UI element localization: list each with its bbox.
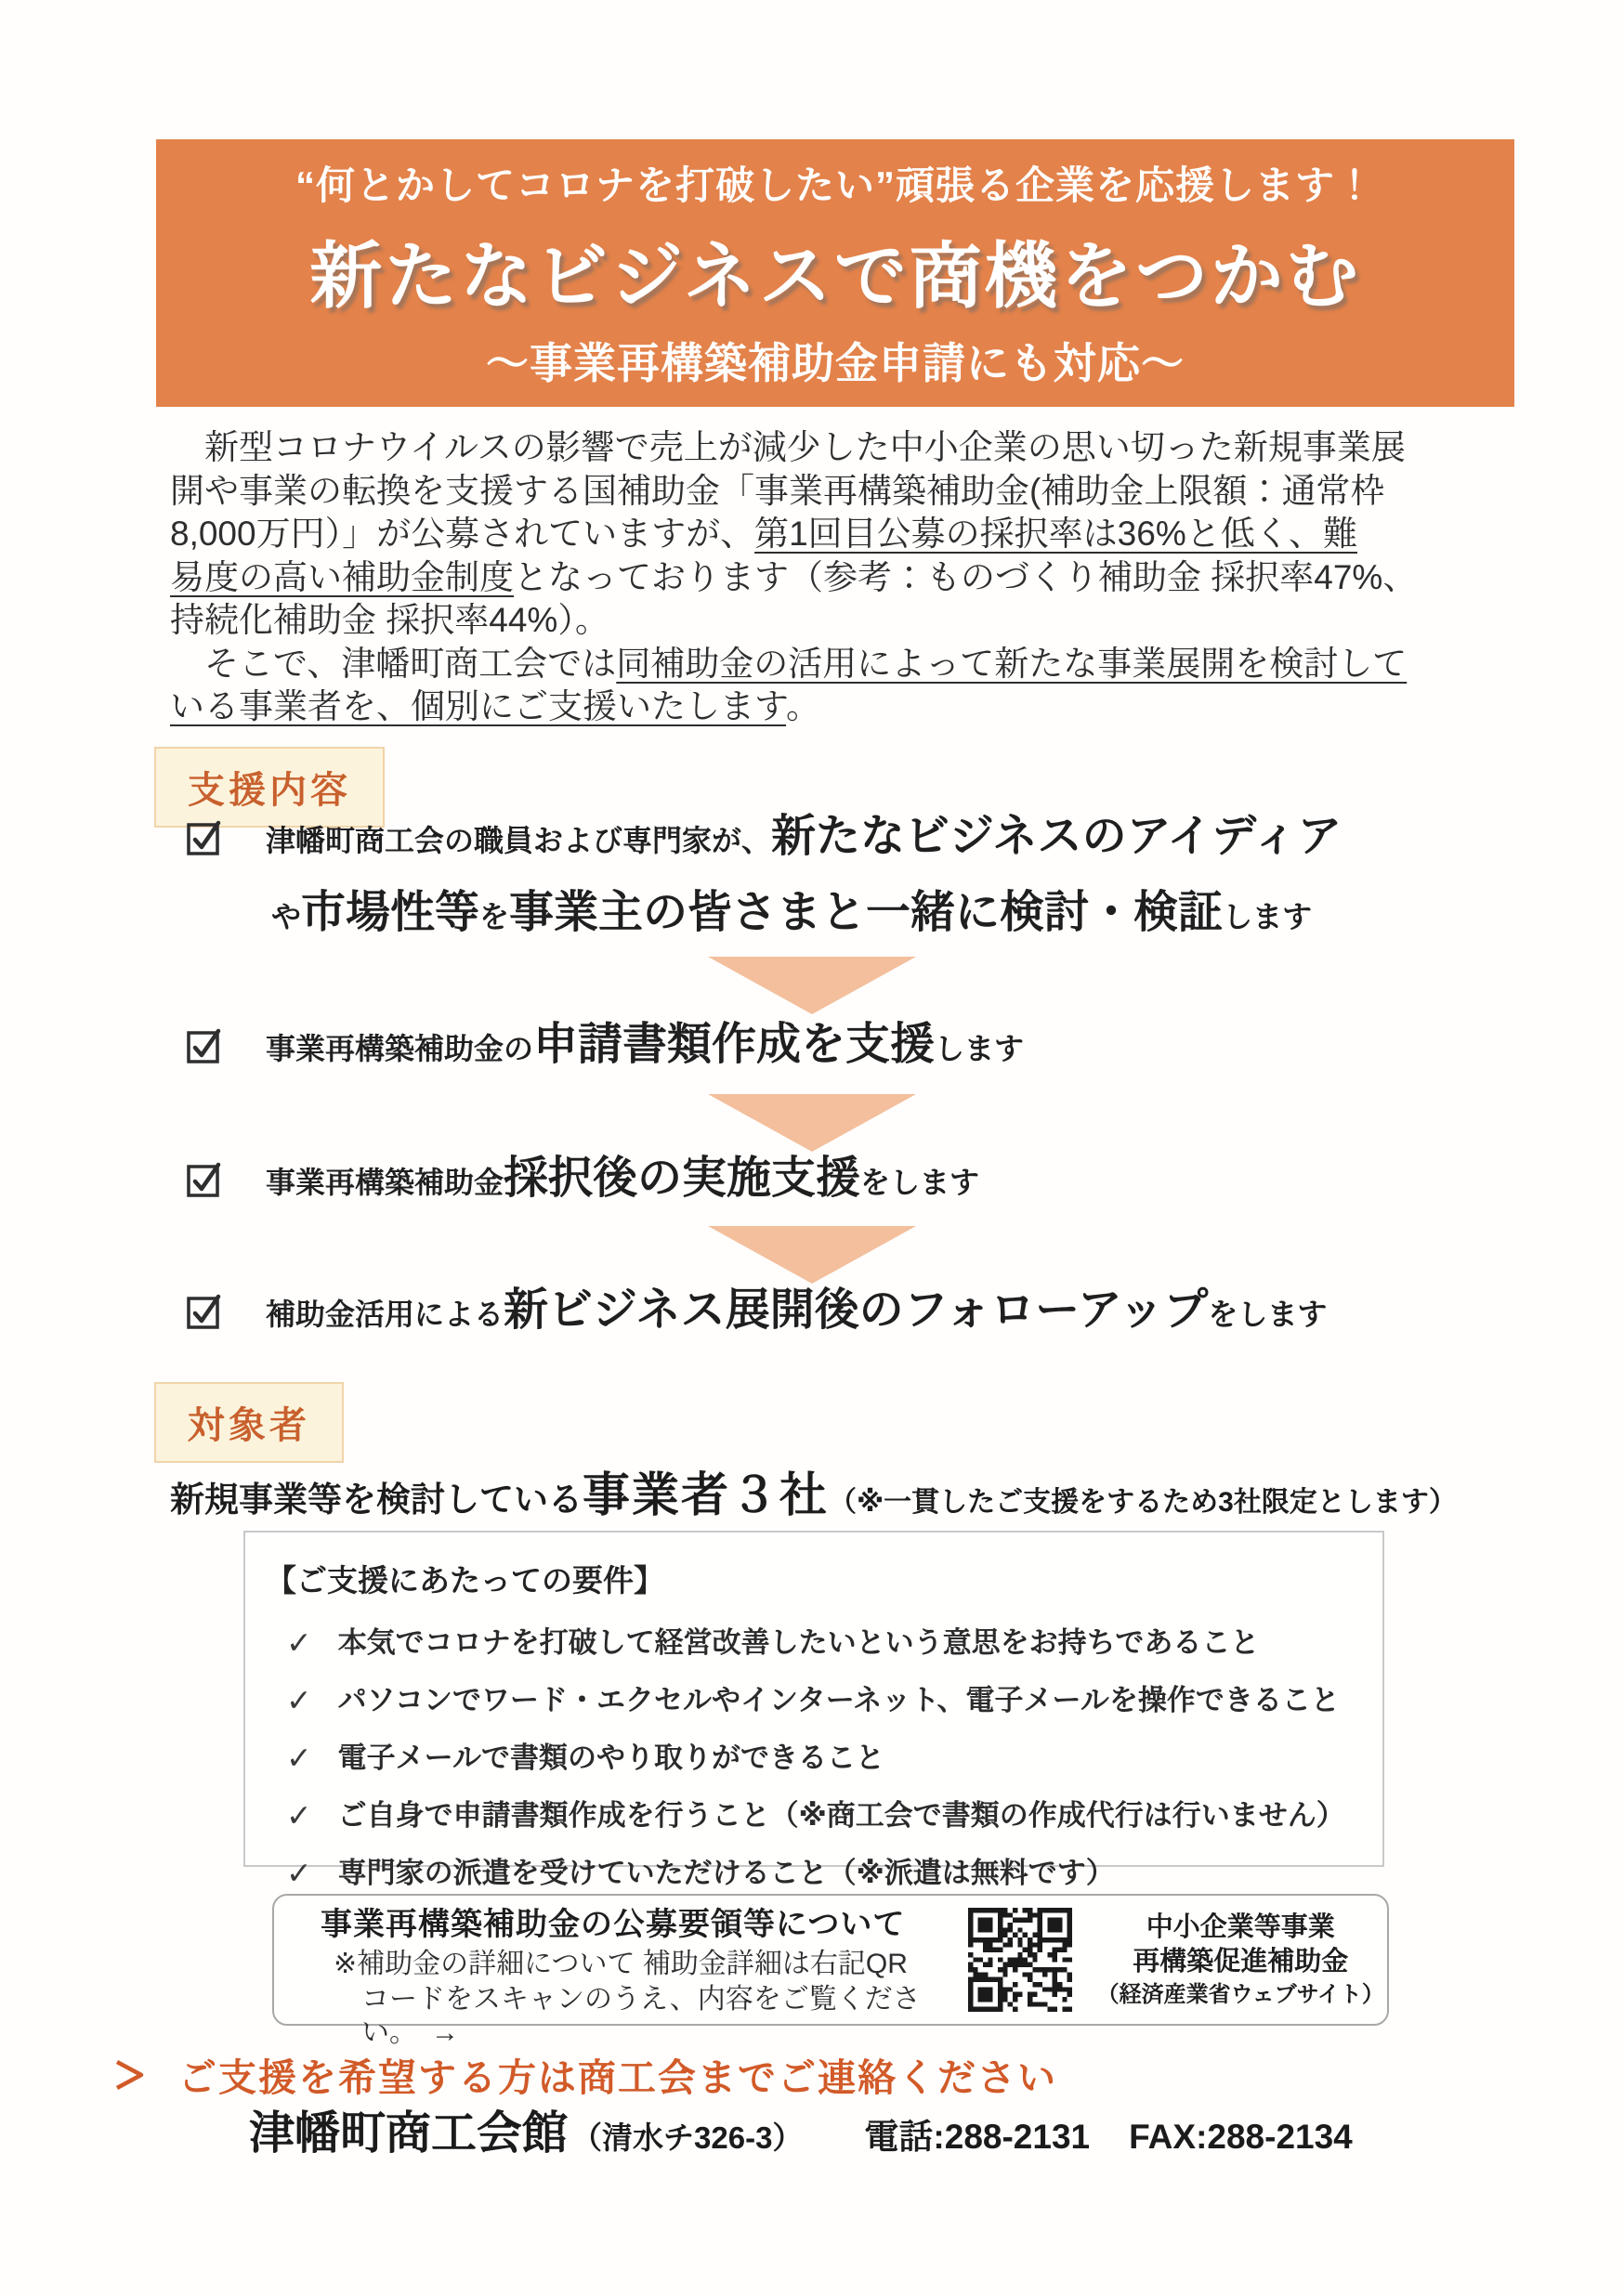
requirements-box (243, 1531, 1384, 1890)
fax-number: FAX:288-2134 (1129, 2118, 1353, 2156)
intro-paragraph: 新型コロナウイルスの影響で売上が減少した中小企業の思い切った新規事業展 開や事業の転換を支援する国補助金「事業再構築補助金(補助金上限額：通常枠 8,000万円）」が公募されていますが、第1回目公募の採択率は36%と低く、難 易度の高い補助金制度となっております（参考：ものづくり補助金 採択率47%、 持続化補助金 採択率44%）。 そこで、津幡町商工会では同補助金の活用によって新たな事業展開を検討して いる事業者を、個別にご支援いたします。 (170, 428, 1418, 725)
qr-caption: 中小企業等事業 再構築促進補助金 （経済産業省ウェブサイト） (1096, 1912, 1384, 2007)
support-item-1 (186, 810, 1486, 944)
support-item-3 (186, 1152, 1486, 1209)
section-label-support: 支援内容 (154, 747, 385, 828)
support-item-1-text: 津幡町商工会の職員および専門家が、新たなビジネスのアイディア や市場性等を事業主の皆さまと一緒に検討・検証します (266, 812, 1342, 937)
checkbox-icon (186, 1025, 225, 1064)
phone-number: 電話:288-2131 (864, 2118, 1091, 2156)
down-triangle-icon (708, 1094, 916, 1152)
address-name: 津幡町商工会館 (249, 2108, 569, 2159)
banner-subtitle: ～事業再構築補助金申請にも対応～ (486, 339, 1185, 387)
support-item-2 (186, 1018, 1486, 1076)
banner (156, 139, 1514, 407)
checkbox-icon (186, 1291, 225, 1330)
check-icon: ✓ (286, 1856, 312, 1890)
check-icon: ✓ (286, 1683, 312, 1717)
target-line: 新規事業等を検討している事業者３社（※一貫したご支援をするため3社限定とします） (170, 1468, 1457, 1521)
check-icon: ✓ (286, 1741, 312, 1775)
checkbox-icon (186, 817, 225, 856)
qr-info-text (321, 1905, 957, 2050)
support-item-4 (186, 1284, 1486, 1341)
requirements-list: ✓ 本気でコロナを打破して経営改善したいという意思をお持ちであること ✓ パソコンでワード・エクセルやインターネット、電子メールを操作できること ✓ 電子メールで書類のやり取りができること ✓ ご自身で申請書類作成を行うこと（※商工会で書類の作成代行は行いません） ✓ 専門家の派遣を受けていただけること（※派遣は無料です） (286, 1625, 1345, 1890)
check-icon: ✓ (286, 1625, 312, 1660)
qr-code (968, 1908, 1072, 2012)
qr-info-note-2: コードをスキャンのうえ、内容をご覧ください。 → (361, 1984, 921, 2048)
arrowhead-icon (110, 2055, 149, 2094)
contact-cta-text: ご支援を希望する方は商工会までご連絡ください (178, 2056, 1057, 2099)
banner-title: 新たなビジネスで商機をつかむ (309, 235, 1361, 317)
support-item-3-text: 事業再構築補助金採択後の実施支援をします (266, 1154, 980, 1203)
support-item-4-text: 補助金活用による新ビジネス展開後のフォローアップをします (266, 1285, 1328, 1335)
support-item-2-text: 事業再構築補助金の申請書類作成を支援します (266, 1020, 1025, 1069)
requirements-title: 【ご支援にあたっての要件】 (266, 1563, 664, 1598)
check-icon: ✓ (286, 1798, 312, 1833)
section-label-target: 対象者 (154, 1382, 344, 1463)
banner-tagline: “何とかしてコロナを打破したい”頑張る企業を応援します！ (295, 163, 1375, 207)
address-detail: （清水チ326-3） (571, 2120, 804, 2155)
address-line (249, 2097, 1353, 2162)
contact-cta (110, 2047, 1057, 2102)
checkbox-icon (186, 1159, 225, 1198)
qr-info-note-1: ※補助金の詳細について 補助金詳細は右記QR (334, 1949, 908, 1979)
down-triangle-icon (708, 957, 916, 1014)
qr-info-box (272, 1894, 1389, 2048)
down-triangle-icon (708, 1226, 916, 1284)
qr-info-title: 事業再構築補助金の公募要領等について (321, 1907, 906, 1942)
